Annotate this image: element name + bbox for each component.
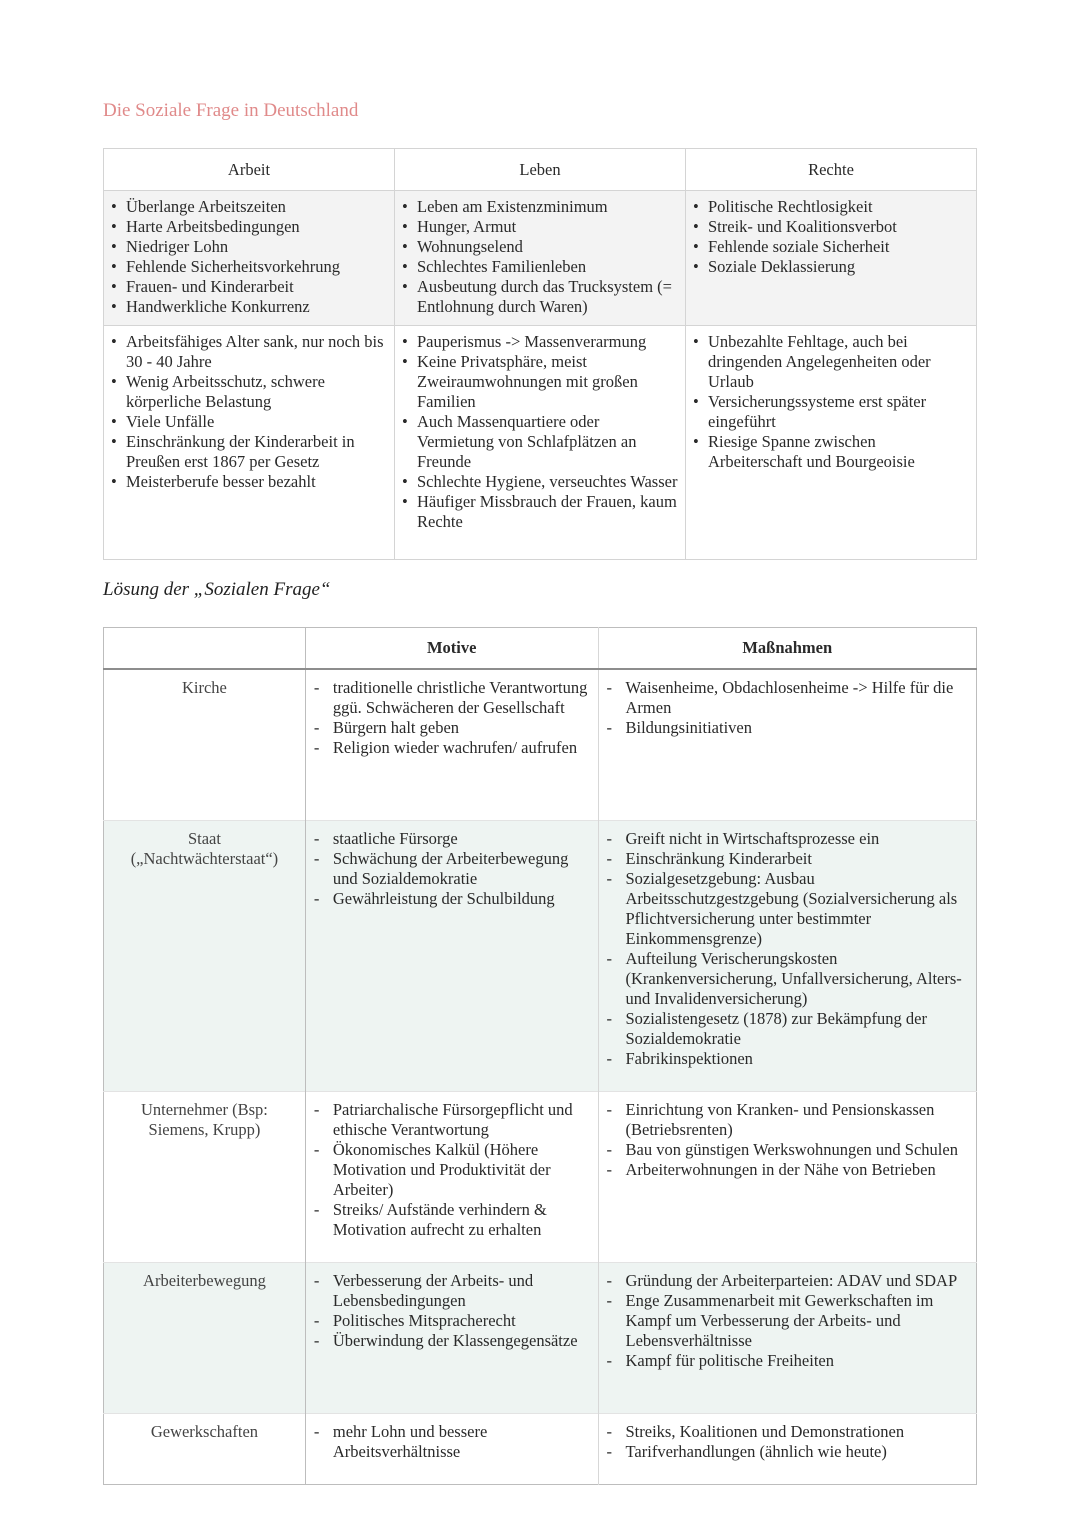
list-item: - Sozialistengesetz (1878) zur Bekämpfung der Sozialdemokratie — [626, 1009, 969, 1049]
list-item: - Gewährleistung der Schulbildung — [333, 889, 590, 909]
list-item: - Einrichtung von Kranken- und Pensionskassen (Betriebsrenten) — [626, 1100, 969, 1140]
list-item: • Schlechte Hygiene, verseuchtes Wasser — [417, 472, 679, 492]
list-item: • Leben am Existenzminimum — [417, 197, 679, 217]
list-item: - Verbesserung der Arbeits- und Lebensbedingungen — [333, 1271, 590, 1311]
list-item: - Schwächung der Arbeiterbewegung und Sozialdemokratie — [333, 849, 590, 889]
list-item: • Einschränkung der Kinderarbeit in Preußen erst 1867 per Gesetz — [126, 432, 388, 472]
table-row — [104, 669, 977, 821]
dash-list — [314, 1271, 590, 1351]
list-item: • Fehlende soziale Sicherheit — [708, 237, 970, 257]
actor-label — [104, 821, 306, 1092]
list-item: - Fabrikinspektionen — [626, 1049, 969, 1069]
massnahmen-cell — [598, 1263, 977, 1414]
bullet-list — [692, 332, 970, 472]
leben-cell-1 — [395, 191, 686, 326]
list-item: - Sozialgesetzgebung: Ausbau Arbeitsschutzgestzgebung (Sozialversicherung als Pflichtversicherung unter bestimmter Einkommensgrenze) — [626, 869, 969, 949]
actor-label — [104, 669, 306, 821]
dash-list — [607, 1422, 969, 1462]
table-row — [104, 191, 977, 326]
dash-list — [607, 829, 969, 1069]
bullet-list — [110, 332, 388, 492]
dash-list — [607, 1271, 969, 1371]
massnahmen-cell — [598, 1414, 977, 1485]
list-item: - Patriarchalische Fürsorgepflicht und ethische Verantwortung — [333, 1100, 590, 1140]
list-item: • Riesige Spanne zwischen Arbeiterschaft und Bourgeoisie — [708, 432, 970, 472]
list-item: • Auch Massenquartiere oder Vermietung von Schlafplätzen an Freunde — [417, 412, 679, 472]
list-item: • Ausbeutung durch das Trucksystem (= Entlohnung durch Waren) — [417, 277, 679, 317]
header-leben: Leben — [395, 149, 686, 191]
arbeit-cell-2 — [104, 326, 395, 560]
header-rechte: Rechte — [686, 149, 977, 191]
list-item: • Streik- und Koalitionsverbot — [708, 217, 970, 237]
list-item: - Bau von günstigen Werkswohnungen und Schulen — [626, 1140, 969, 1160]
dash-list — [607, 1100, 969, 1180]
list-item: - Arbeiterwohnungen in der Nähe von Betrieben — [626, 1160, 969, 1180]
list-item: - Einschränkung Kinderarbeit — [626, 849, 969, 869]
list-item: • Meisterberufe besser bezahlt — [126, 472, 388, 492]
list-item: - Bildungsinitiativen — [626, 718, 969, 738]
dash-list — [314, 678, 590, 758]
table-row — [104, 821, 977, 1092]
actor-label-line: Gewerkschaften — [150, 1422, 259, 1441]
list-item: - Greift nicht in Wirtschaftsprozesse ein — [626, 829, 969, 849]
list-item: • Harte Arbeitsbedingungen — [126, 217, 388, 237]
table-header-row — [104, 149, 977, 191]
list-item: • Arbeitsfähiges Alter sank, nur noch bis 30 - 40 Jahre — [126, 332, 388, 372]
list-item: • Frauen- und Kinderarbeit — [126, 277, 388, 297]
list-item: - staatliche Fürsorge — [333, 829, 590, 849]
list-item: - Religion wieder wachrufen/ aufrufen — [333, 738, 590, 758]
bullet-list — [401, 197, 679, 317]
list-item: • Soziale Deklassierung — [708, 257, 970, 277]
actor-label — [104, 1092, 306, 1263]
actor-label-line: Kirche — [181, 678, 227, 697]
leben-cell-2 — [395, 326, 686, 560]
bullet-list — [401, 332, 679, 532]
list-item: • Versicherungssysteme erst später eingeführt — [708, 392, 970, 432]
rechte-cell-2 — [686, 326, 977, 560]
list-item: • Schlechtes Familienleben — [417, 257, 679, 277]
massnahmen-cell — [598, 821, 977, 1092]
list-item: • Keine Privatsphäre, meist Zweiraumwohnungen mit großen Familien — [417, 352, 679, 412]
list-item: - Politisches Mitspracherecht — [333, 1311, 590, 1331]
header-massnahmen: Maßnahmen — [598, 628, 977, 670]
dash-list — [314, 1100, 590, 1240]
list-item: • Hunger, Armut — [417, 217, 679, 237]
bullet-list — [110, 197, 388, 317]
list-item: • Unbezahlte Fehltage, auch bei dringenden Angelegenheiten oder Urlaub — [708, 332, 970, 392]
list-item: • Überlange Arbeitszeiten — [126, 197, 388, 217]
list-item: • Handwerkliche Konkurrenz — [126, 297, 388, 317]
list-item: - Waisenheime, Obdachlosenheime -> Hilfe für die Armen — [626, 678, 969, 718]
list-item: - mehr Lohn und bessere Arbeitsverhältnisse — [333, 1422, 590, 1462]
motive-cell — [305, 821, 598, 1092]
motive-cell — [305, 1414, 598, 1485]
solution-table — [103, 627, 977, 1485]
list-item: • Politische Rechtlosigkeit — [708, 197, 970, 217]
massnahmen-cell — [598, 669, 977, 821]
dash-list — [607, 678, 969, 738]
table-row — [104, 326, 977, 560]
dash-list — [314, 1422, 590, 1462]
actor-label — [104, 1263, 306, 1414]
actor-label-line: Staat — [187, 829, 221, 848]
table-row — [104, 1263, 977, 1414]
list-item: • Viele Unfälle — [126, 412, 388, 432]
actor-label-line: Unternehmer (Bsp: — [140, 1100, 268, 1119]
list-item: - Kampf für politische Freiheiten — [626, 1351, 969, 1371]
page-title: Die Soziale Frage in Deutschland — [103, 100, 359, 121]
list-item: - Gründung der Arbeiterparteien: ADAV und SDAP — [626, 1271, 969, 1291]
table-row — [104, 1092, 977, 1263]
social-question-table — [103, 148, 977, 560]
list-item: - Streiks, Koalitionen und Demonstrationen — [626, 1422, 969, 1442]
motive-cell — [305, 1092, 598, 1263]
massnahmen-cell — [598, 1092, 977, 1263]
section-subtitle: Lösung der „Sozialen Frage“ — [103, 579, 331, 600]
motive-cell — [305, 669, 598, 821]
arbeit-cell-1 — [104, 191, 395, 326]
header-motive: Motive — [305, 628, 598, 670]
list-item: - Aufteilung Verischerungskosten (Krankenversicherung, Unfallversicherung, Alters- und Invalidenversicherung) — [626, 949, 969, 1009]
header-arbeit: Arbeit — [104, 149, 395, 191]
list-item: • Häufiger Missbrauch der Frauen, kaum Rechte — [417, 492, 679, 532]
actor-label-line: Arbeiterbewegung — [143, 1271, 266, 1290]
list-item: - Enge Zusammenarbeit mit Gewerkschaften im Kampf um Verbesserung der Arbeits- und Lebensverhältnisse — [626, 1291, 969, 1351]
table-header-row — [104, 628, 977, 670]
dash-list — [314, 829, 590, 909]
actor-label — [104, 1414, 306, 1485]
list-item: - traditionelle christliche Verantwortung ggü. Schwächeren der Gesellschaft — [333, 678, 590, 718]
list-item: • Wohnungselend — [417, 237, 679, 257]
actor-label-line: Siemens, Krupp) — [148, 1120, 261, 1139]
list-item: - Streiks/ Aufstände verhindern & Motivation aufrecht zu erhalten — [333, 1200, 590, 1240]
header-actor — [104, 628, 306, 670]
motive-cell — [305, 1263, 598, 1414]
list-item: - Bürgern halt geben — [333, 718, 590, 738]
list-item: • Fehlende Sicherheitsvorkehrung — [126, 257, 388, 277]
list-item: • Wenig Arbeitsschutz, schwere körperliche Belastung — [126, 372, 388, 412]
list-item: - Überwindung der Klassengegensätze — [333, 1331, 590, 1351]
list-item: - Ökonomisches Kalkül (Höhere Motivation und Produktivität der Arbeiter) — [333, 1140, 590, 1200]
list-item: • Pauperismus -> Massenverarmung — [417, 332, 679, 352]
list-item: - Tarifverhandlungen (ähnlich wie heute) — [626, 1442, 969, 1462]
bullet-list — [692, 197, 970, 277]
rechte-cell-1 — [686, 191, 977, 326]
actor-label-line: („Nachtwächterstaat“) — [130, 849, 279, 868]
list-item: • Niedriger Lohn — [126, 237, 388, 257]
table-row — [104, 1414, 977, 1485]
